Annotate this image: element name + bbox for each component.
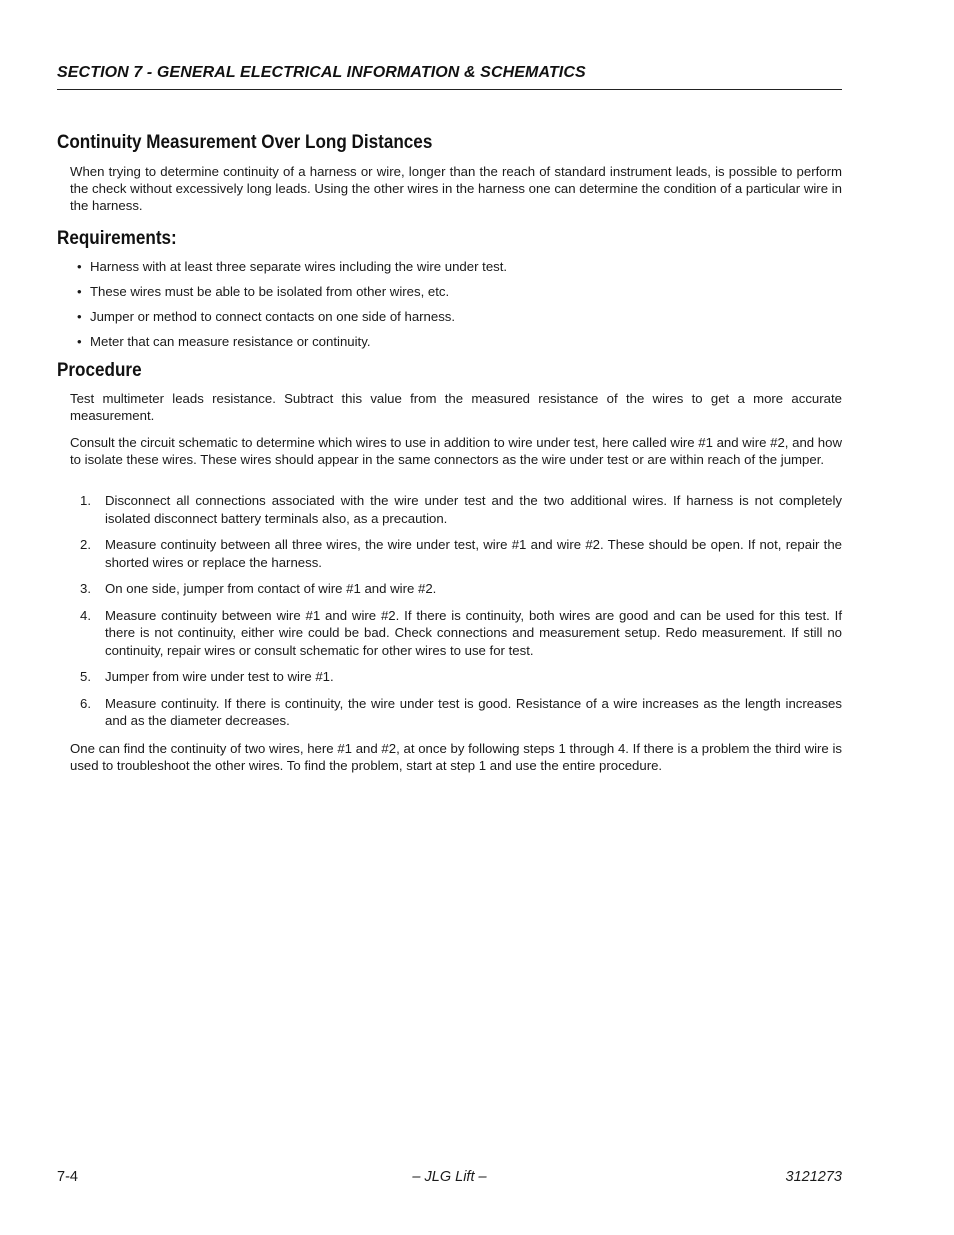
list-item-text: Jumper or method to connect contacts on one side of harness. (90, 309, 456, 324)
section-title: SECTION 7 - GENERAL ELECTRICAL INFORMATION & SCHEMATICS (57, 64, 586, 81)
step-item (57, 607, 842, 660)
step-item (57, 492, 842, 527)
step-number: 3. (80, 581, 91, 596)
closing-paragraph: One can find the continuity of two wires, here #1 and #2, at once by following steps 1 through 4. If there is a problem the third wire is used to troubleshoot the other wires. To find the problem, start at step 1 and use the entire procedure. (70, 740, 842, 773)
list-item (77, 333, 842, 350)
step-number: 4. (80, 607, 91, 623)
step-text: Jumper from wire under test to wire #1. (105, 669, 334, 684)
step-text: Measure continuity between all three wires, the wire under test, wire #1 and wire #2. These should be open. If not, repair the shorted wires or replace the harness. (105, 537, 842, 570)
page-footer (57, 1169, 842, 1189)
step-number: 5. (80, 669, 91, 684)
bullet-icon: • (77, 309, 82, 324)
step-number: 2. (80, 537, 91, 552)
list-item-text: Meter that can measure resistance or continuity. (90, 334, 371, 349)
list-item-text: Harness with at least three separate wires including the wire under test. (90, 259, 508, 274)
procedure-steps (57, 492, 842, 730)
list-item (77, 258, 842, 275)
publisher-name: – JLG Lift – (412, 1169, 487, 1185)
list-item (77, 283, 842, 300)
list-item (77, 308, 842, 325)
step-item (57, 695, 842, 730)
page-heading: Continuity Measurement Over Long Distances (57, 132, 433, 153)
procedure-paragraph: Test multimeter leads resistance. Subtract this value from the measured resistance of the wires to get a more accurate measurement. (70, 391, 842, 423)
list-item-text: These wires must be able to be isolated from other wires, etc. (90, 284, 450, 299)
step-item (57, 580, 842, 598)
step-number: 1. (80, 493, 91, 508)
step-text: Measure continuity between wire #1 and wire #2. If there is continuity, both wires are good and can be used for this test. If there is not continuity, either wire could be bad. Check connections and measurement setup. Redo measurement. If still no continuity, repair wires or consult schematic for other wires to use for test. (105, 607, 842, 658)
step-number: 6. (80, 695, 91, 711)
page-header (57, 64, 842, 90)
requirements-list (57, 258, 842, 350)
step-text: Disconnect all connections associated with the wire under test and the two additional wires. If harness is not completely isolated disconnect battery terminals also, as a precaution. (105, 493, 842, 526)
bullet-icon: • (77, 334, 82, 349)
step-item (57, 536, 842, 571)
requirements-heading: Requirements: (57, 228, 177, 249)
step-item (57, 668, 842, 686)
bullet-icon: • (77, 259, 82, 274)
procedure-heading: Procedure (57, 360, 142, 381)
step-text: On one side, jumper from contact of wire #1 and wire #2. (105, 581, 437, 596)
document-number: 3121273 (785, 1169, 842, 1185)
procedure-paragraph: Consult the circuit schematic to determine which wires to use in addition to wire under test, here called wire #1 and wire #2, and how to isolate these wires. These wires should appear in the same connectors as the wire under test or are within reach of the jumper. (70, 435, 842, 467)
main-content (57, 132, 842, 774)
step-text: Measure continuity. If there is continuity, the wire under test is good. Resistance of a wire increases as the length increases and as the diameter decreases. (105, 695, 842, 728)
bullet-icon: • (77, 284, 82, 299)
page-number: 7-4 (57, 1169, 78, 1185)
intro-paragraph: When trying to determine continuity of a harness or wire, longer than the reach of standard instrument leads, is possible to perform the check without excessively long leads. Using the other wires in the harness one can determine the condition of a particular wire in the harness. (70, 164, 842, 213)
